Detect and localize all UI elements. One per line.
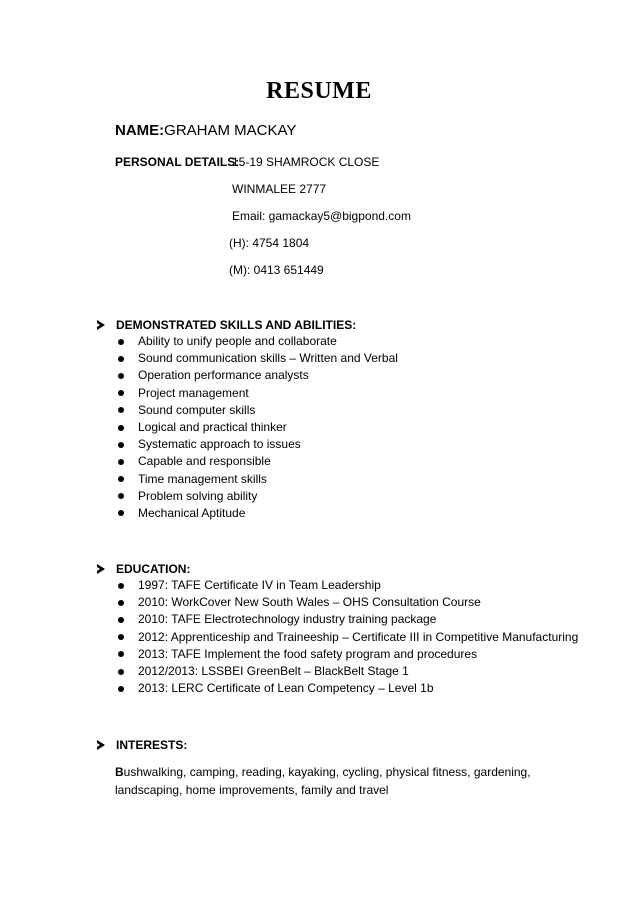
list-item: 2010: WorkCover New South Wales – OHS Consultation Course [115,594,578,611]
list-item: 2013: TAFE Implement the food safety program and procedures [115,646,578,663]
education-list [115,577,578,697]
bullet-icon [118,686,124,692]
list-item: Mechanical Aptitude [115,505,398,522]
bullet-icon [118,493,124,499]
bullet-icon [118,651,124,657]
bullet-icon [118,373,124,379]
bullet-icon [118,339,124,345]
list-item: Sound computer skills [115,402,398,419]
list-item: Logical and practical thinker [115,419,398,436]
skills-heading-text: DEMONSTRATED SKILLS AND ABILITIES: [116,318,357,332]
list-item: 2010: TAFE Electrotechnology industry training package [115,611,578,628]
interests-first-letter: B [115,765,124,779]
bullet-icon [118,669,124,675]
interests-heading-text: INTERESTS: [116,738,188,752]
personal-details-label: PERSONAL DETAILS: [115,155,240,169]
interests-heading [97,738,187,752]
bullet-icon [118,425,124,431]
bullet-icon [118,407,124,413]
bullet-icon [118,617,124,623]
interests-text [115,764,575,799]
bullet-icon [118,583,124,589]
list-item: Time management skills [115,471,398,488]
home-phone: (H): 4754 1804 [229,236,310,250]
list-item: Problem solving ability [115,488,398,505]
list-item: 2012: Apprenticeship and Traineeship – Certificate III in Competitive Manufacturing [115,629,578,646]
arrow-bullet-icon [97,564,105,574]
address-line-2: WINMALEE 2777 [232,182,327,196]
bullet-icon [118,442,124,448]
list-item: Ability to unify people and collaborate [115,333,398,350]
bullet-icon [118,600,124,606]
bullet-icon [118,476,124,482]
skills-list [115,333,398,522]
skills-heading [97,318,356,332]
bullet-icon [118,634,124,640]
email: Email: gamackay5@bigpond.com [232,209,411,223]
list-item: 2013: LERC Certificate of Lean Competency – Level 1b [115,680,578,697]
name-label: NAME: [115,122,165,139]
list-item: 2012/2013: LSSBEI GreenBelt – BlackBelt Stage 1 [115,663,578,680]
list-item: Systematic approach to issues [115,436,398,453]
address-line-1: 15-19 SHAMROCK CLOSE [232,155,380,169]
name-row [115,122,296,139]
bullet-icon [118,459,124,465]
list-item: Project management [115,385,398,402]
mobile-phone: (M): 0413 651449 [229,263,324,277]
list-item: Capable and responsible [115,453,398,470]
bullet-icon [118,390,124,396]
education-heading [97,562,190,576]
page-title: RESUME [266,78,372,104]
arrow-bullet-icon [97,320,105,330]
bullet-icon [118,356,124,362]
list-item: 1997: TAFE Certificate IV in Team Leadership [115,577,578,594]
list-item: Sound communication skills – Written and Verbal [115,350,398,367]
education-heading-text: EDUCATION: [116,562,191,576]
name-value: GRAHAM MACKAY [164,122,297,139]
bullet-icon [118,510,124,516]
arrow-bullet-icon [97,740,105,750]
interests-rest: ushwalking, camping, reading, kayaking, cycling, physical fitness, gardening, landscaping, home improvements, family and travel [115,765,531,797]
list-item: Operation performance analysts [115,367,398,384]
